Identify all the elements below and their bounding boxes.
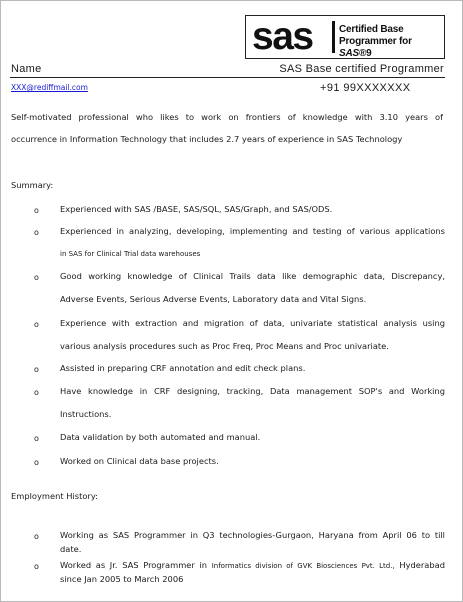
logo-caption-sas: SAS xyxy=(339,48,359,59)
summary-item: Have knowledge in CRF designing, tracking, Data management SOP's and Working xyxy=(60,386,445,396)
logo-caption-programmer: Programmer for xyxy=(339,36,412,47)
logo-divider xyxy=(332,21,335,53)
header-row xyxy=(10,62,445,78)
employment-city: Hyderabad xyxy=(394,560,445,570)
sas-wordmark: sas xyxy=(252,15,313,58)
email-link[interactable]: XXX@rediffmail.com xyxy=(11,83,88,92)
employment-heading: Employment History: xyxy=(11,491,98,501)
phone-number: +91 99XXXXXXX xyxy=(320,82,411,94)
logo-caption-line2 xyxy=(339,36,444,60)
logo-caption xyxy=(339,24,444,60)
employment-item xyxy=(60,560,445,572)
employment-company: Informatics division of GVK Biosciences Pvt. Ltd., xyxy=(211,562,395,570)
bullet: o xyxy=(34,532,39,541)
bullet: o xyxy=(34,206,39,215)
summary-item: Experience with extraction and migration of data, univariate statistical analysis using xyxy=(60,318,445,328)
intro-line-2: occurrence in Information Technology that includes 2.7 years of experience in SAS Technology xyxy=(11,134,403,144)
summary-item: Data validation by both automated and manual. xyxy=(60,432,261,442)
contact-row xyxy=(10,83,445,95)
employment-item-cont: date. xyxy=(60,544,82,554)
bullet: o xyxy=(34,388,39,397)
summary-item: Experienced in analyzing, developing, implementing and testing of various applications xyxy=(60,226,445,236)
candidate-name: Name xyxy=(11,63,42,75)
bullet: o xyxy=(34,365,39,374)
sas-certified-logo xyxy=(245,15,445,59)
logo-caption-line1: Certified Base xyxy=(339,24,404,35)
summary-item: Assisted in preparing CRF annotation and edit check plans. xyxy=(60,363,306,373)
summary-item-cont: Instructions. xyxy=(60,409,112,419)
bullet: o xyxy=(34,562,39,571)
summary-heading: Summary: xyxy=(11,180,54,190)
logo-caption-version: ®9 xyxy=(358,48,372,59)
intro-line-1: Self-motivated professional who likes to work on frontiers of knowledge with 3.10 years of xyxy=(11,112,443,122)
summary-item-cont: in SAS for Clinical Trial data warehouses xyxy=(60,250,201,258)
certification-title: SAS Base certified Programmer xyxy=(279,63,444,75)
summary-item: Good working knowledge of Clinical Trails data like demographic data, Discrepancy, xyxy=(60,271,445,281)
employment-role: Worked as Jr. SAS Programmer in xyxy=(60,560,212,570)
bullet: o xyxy=(34,228,39,237)
bullet: o xyxy=(34,273,39,282)
summary-item-cont: Adverse Events, Serious Adverse Events, Laboratory data and Vital Signs. xyxy=(60,294,367,304)
bullet: o xyxy=(34,458,39,467)
summary-item: Experienced with SAS /BASE, SAS/SQL, SAS/Graph, and SAS/ODS. xyxy=(60,204,333,214)
summary-item: Worked on Clinical data base projects. xyxy=(60,456,219,466)
bullet: o xyxy=(34,434,39,443)
summary-item-cont: various analysis procedures such as Proc Freq, Proc Means and Proc univariate. xyxy=(60,341,389,351)
employment-item-cont: since Jan 2005 to March 2006 xyxy=(60,574,184,584)
employment-item: Working as SAS Programmer in Q3 technologies-Gurgaon, Haryana from April 06 to till xyxy=(60,530,445,540)
bullet: o xyxy=(34,320,39,329)
